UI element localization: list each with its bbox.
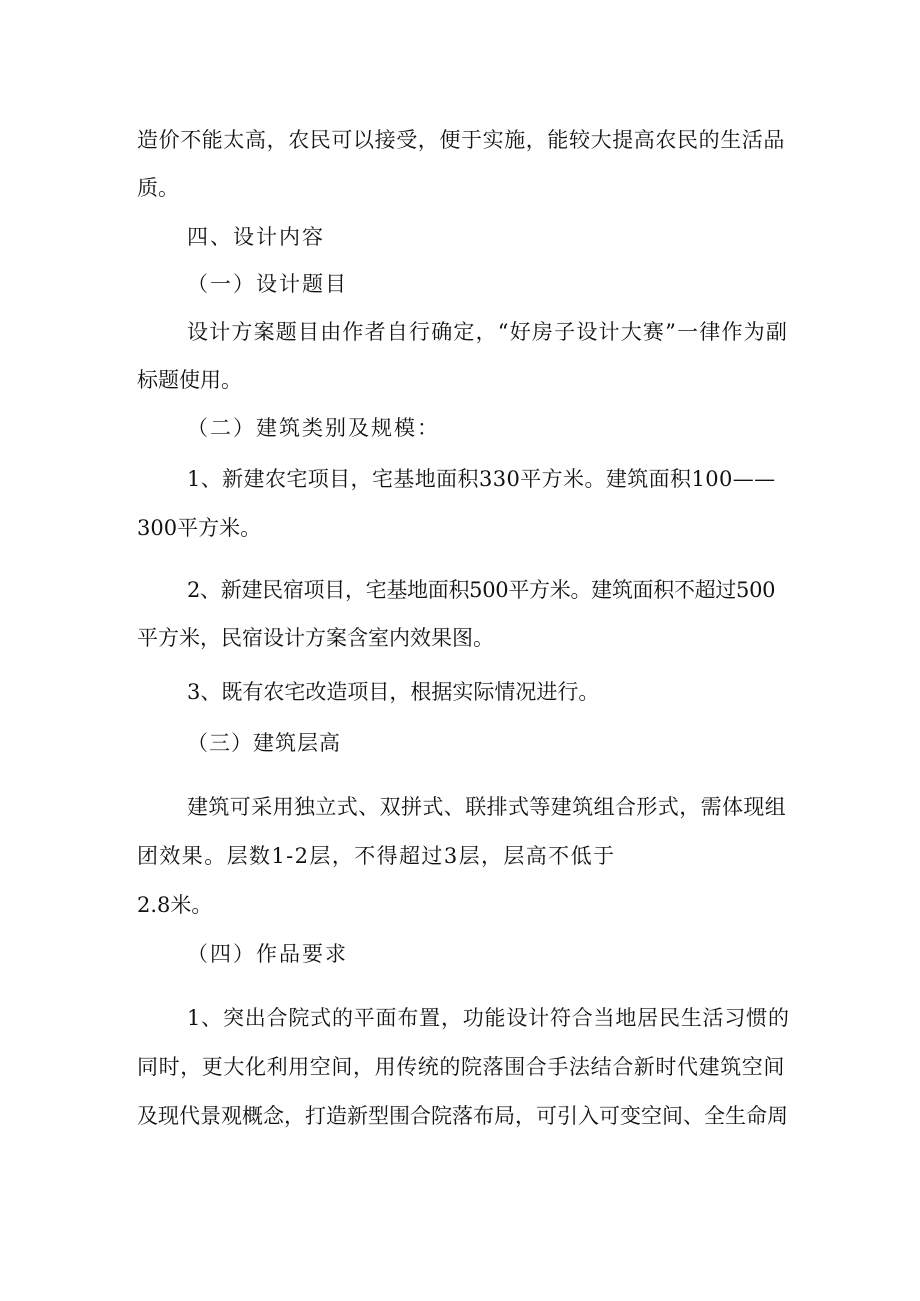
body-line-req-1: 1、突出合院式的平面布置，功能设计符合当地居民生活习惯的 [187, 1006, 790, 1030]
body-line-item-2b: 平方米，民宿设计方案含室内效果图。 [137, 626, 494, 650]
subheading-building-height: （三）建筑层高 [187, 731, 341, 755]
body-line-topic-1: 设计方案题目由作者自行确定，“好房子设计大赛”一律作为副 [187, 320, 789, 344]
body-line-height-2: 团效果。层数1-2层，不得超过3层，层高不低于 [137, 844, 616, 868]
body-line-item-2a: 2、新建民宿项目，宅基地面积500平方米。建筑面积不超过500 [187, 578, 776, 602]
body-line-1: 造价不能太高，农民可以接受，便于实施，能较大提高农民的生活品 [137, 128, 785, 152]
body-line-item-1b: 300平方米。 [137, 516, 262, 540]
subheading-category-scale: （二）建筑类别及规模： [187, 416, 440, 440]
body-line-height-3: 2.8米。 [137, 893, 213, 917]
body-line-topic-2: 标题使用。 [137, 368, 242, 392]
body-line-height-1: 建筑可采用独立式、双拼式、联排式等建筑组合形式，需体现组 [187, 795, 787, 819]
body-line-req-3: 及现代景观概念，打造新型围合院落布局，可引入可变空间、全生命周 [137, 1104, 788, 1128]
body-line-req-2: 同时，更大化利用空间，用传统的院落围合手法结合新时代建筑空间 [137, 1055, 785, 1079]
body-line-2: 质。 [137, 176, 179, 200]
body-line-item-1a: 1、新建农宅项目，宅基地面积330平方米。建筑面积100—— [187, 467, 776, 491]
subheading-design-topic: （一）设计题目 [187, 272, 348, 296]
section-heading-design-content: 四、设计内容 [187, 225, 325, 249]
subheading-work-requirements: （四）作品要求 [187, 942, 348, 966]
body-line-item-3: 3、既有农宅改造项目，根据实际情况进行。 [187, 680, 600, 704]
